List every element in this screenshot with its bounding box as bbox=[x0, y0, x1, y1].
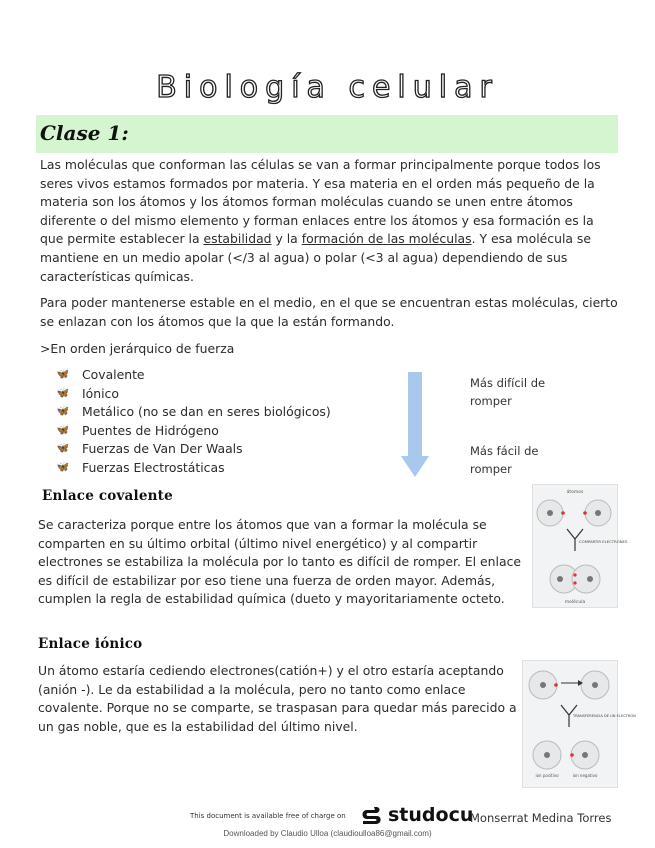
covalent-heading: Enlace covalente bbox=[42, 488, 173, 504]
down-arrow-icon bbox=[400, 372, 430, 478]
share-electrons-label: COMPARTIR ELECTRONES bbox=[579, 539, 628, 544]
hierarchy-label: >En orden jerárquico de fuerza bbox=[40, 341, 235, 356]
covalent-bond-illustration bbox=[533, 485, 628, 607]
ionic-paragraph: Un átomo estaría cediendo electrones(catión+) y el otro estaría aceptando (anión -). Le da estabilidad a la molécula, pero no tanto como enlace covalente. Porque no se comparte, se traspasan para quedar más parecido a un gas noble, que es la estabilidad del último nivel. bbox=[38, 663, 517, 734]
studocu-icon bbox=[360, 803, 384, 827]
intro-paragraph-1 bbox=[40, 156, 615, 286]
butterfly-icon: 🦋 bbox=[56, 387, 70, 399]
list-item: 🦋 Iónico bbox=[56, 385, 331, 404]
studocu-logo[interactable] bbox=[360, 803, 473, 827]
covalent-bond-figure bbox=[532, 484, 628, 608]
underlined-stability: estabilidad bbox=[203, 231, 272, 247]
butterfly-icon: 🦋 bbox=[56, 369, 70, 380]
list-item: 🦋 Fuerzas de Van Der Waals bbox=[56, 440, 331, 459]
covalent-paragraph: Se caracteriza porque entre los átomos que van a formar la molécula se comparten en su último orbital (último nivel energético) y al compartir electrones se estabiliza la molécula por lo tanto es difícil de romper. El enlace es difícil de estabilizar por eso tiene una fuerza de orden mayor. Además, cumplen la regla de estabilidad química (dueto y mayoritariamente octeto. bbox=[38, 517, 522, 607]
intro-text-b: y la bbox=[271, 231, 302, 247]
page-title: Biología celular bbox=[156, 70, 499, 105]
ionic-heading: Enlace iónico bbox=[38, 636, 143, 652]
molecule-label: molécula bbox=[564, 600, 586, 605]
bond-strength-list bbox=[56, 366, 331, 477]
electron-transfer-label: TRANSFERENCIA DE UN ELECTRÓN bbox=[573, 714, 636, 718]
easier-to-break-note: Más fácil de romper bbox=[470, 444, 539, 476]
brand-name: studocu bbox=[388, 804, 474, 826]
butterfly-icon: 🦋 bbox=[56, 461, 70, 473]
butterfly-icon: 🦋 bbox=[56, 406, 70, 417]
intro-text-a: Las moléculas que conforman las células se van a formar principalmente porque todos los seres vivos estamos formados por materia. Y esa materia en el orden más pequeño de la materia son los átomos y los átomos forman moléculas cuando se unen entre átomos diferente o del mismo elemento y forman enlaces entre los átomos y esa formación es la que permite establecer la bbox=[40, 157, 601, 247]
positive-ion-label: ion positivo bbox=[535, 773, 559, 778]
intro-paragraph-2: Para poder mantenerse estable en el medio, en el que se encuentran estas moléculas, cierto se enlazan con los átomos que la que la están formando. bbox=[40, 295, 618, 329]
author-name: Monserrat Medina Torres bbox=[470, 811, 612, 825]
list-item: 🦋 Metálico (no se dan en seres biológicos) bbox=[56, 403, 331, 422]
intro-text-c: . Y esa molécula se mantiene en un medio apolar (</3 al agua) o polar (<3 al agua) dependiendo de sus características químicas. bbox=[40, 231, 591, 284]
download-info: Downloaded by Claudio Ulloa (claudioulloa86@gmail.com) bbox=[223, 829, 432, 838]
class-heading: Clase 1: bbox=[40, 121, 129, 145]
list-item: 🦋 Covalente bbox=[56, 366, 331, 385]
list-item: 🦋 Puentes de Hidrógeno bbox=[56, 422, 331, 441]
butterfly-icon: 🦋 bbox=[56, 424, 70, 436]
availability-note: This document is available free of charge on bbox=[190, 812, 346, 820]
harder-to-break-note: Más difícil de romper bbox=[470, 376, 546, 408]
negative-ion-label: ion negativo bbox=[572, 773, 598, 778]
list-item: 🦋 Fuerzas Electrostáticas bbox=[56, 459, 331, 478]
ionic-bond-illustration bbox=[523, 661, 636, 787]
atoms-label: átomos bbox=[566, 490, 584, 495]
underlined-molecule-formation: formación de las moléculas bbox=[301, 231, 472, 247]
ionic-bond-figure bbox=[522, 660, 636, 788]
butterfly-icon: 🦋 bbox=[56, 443, 70, 454]
